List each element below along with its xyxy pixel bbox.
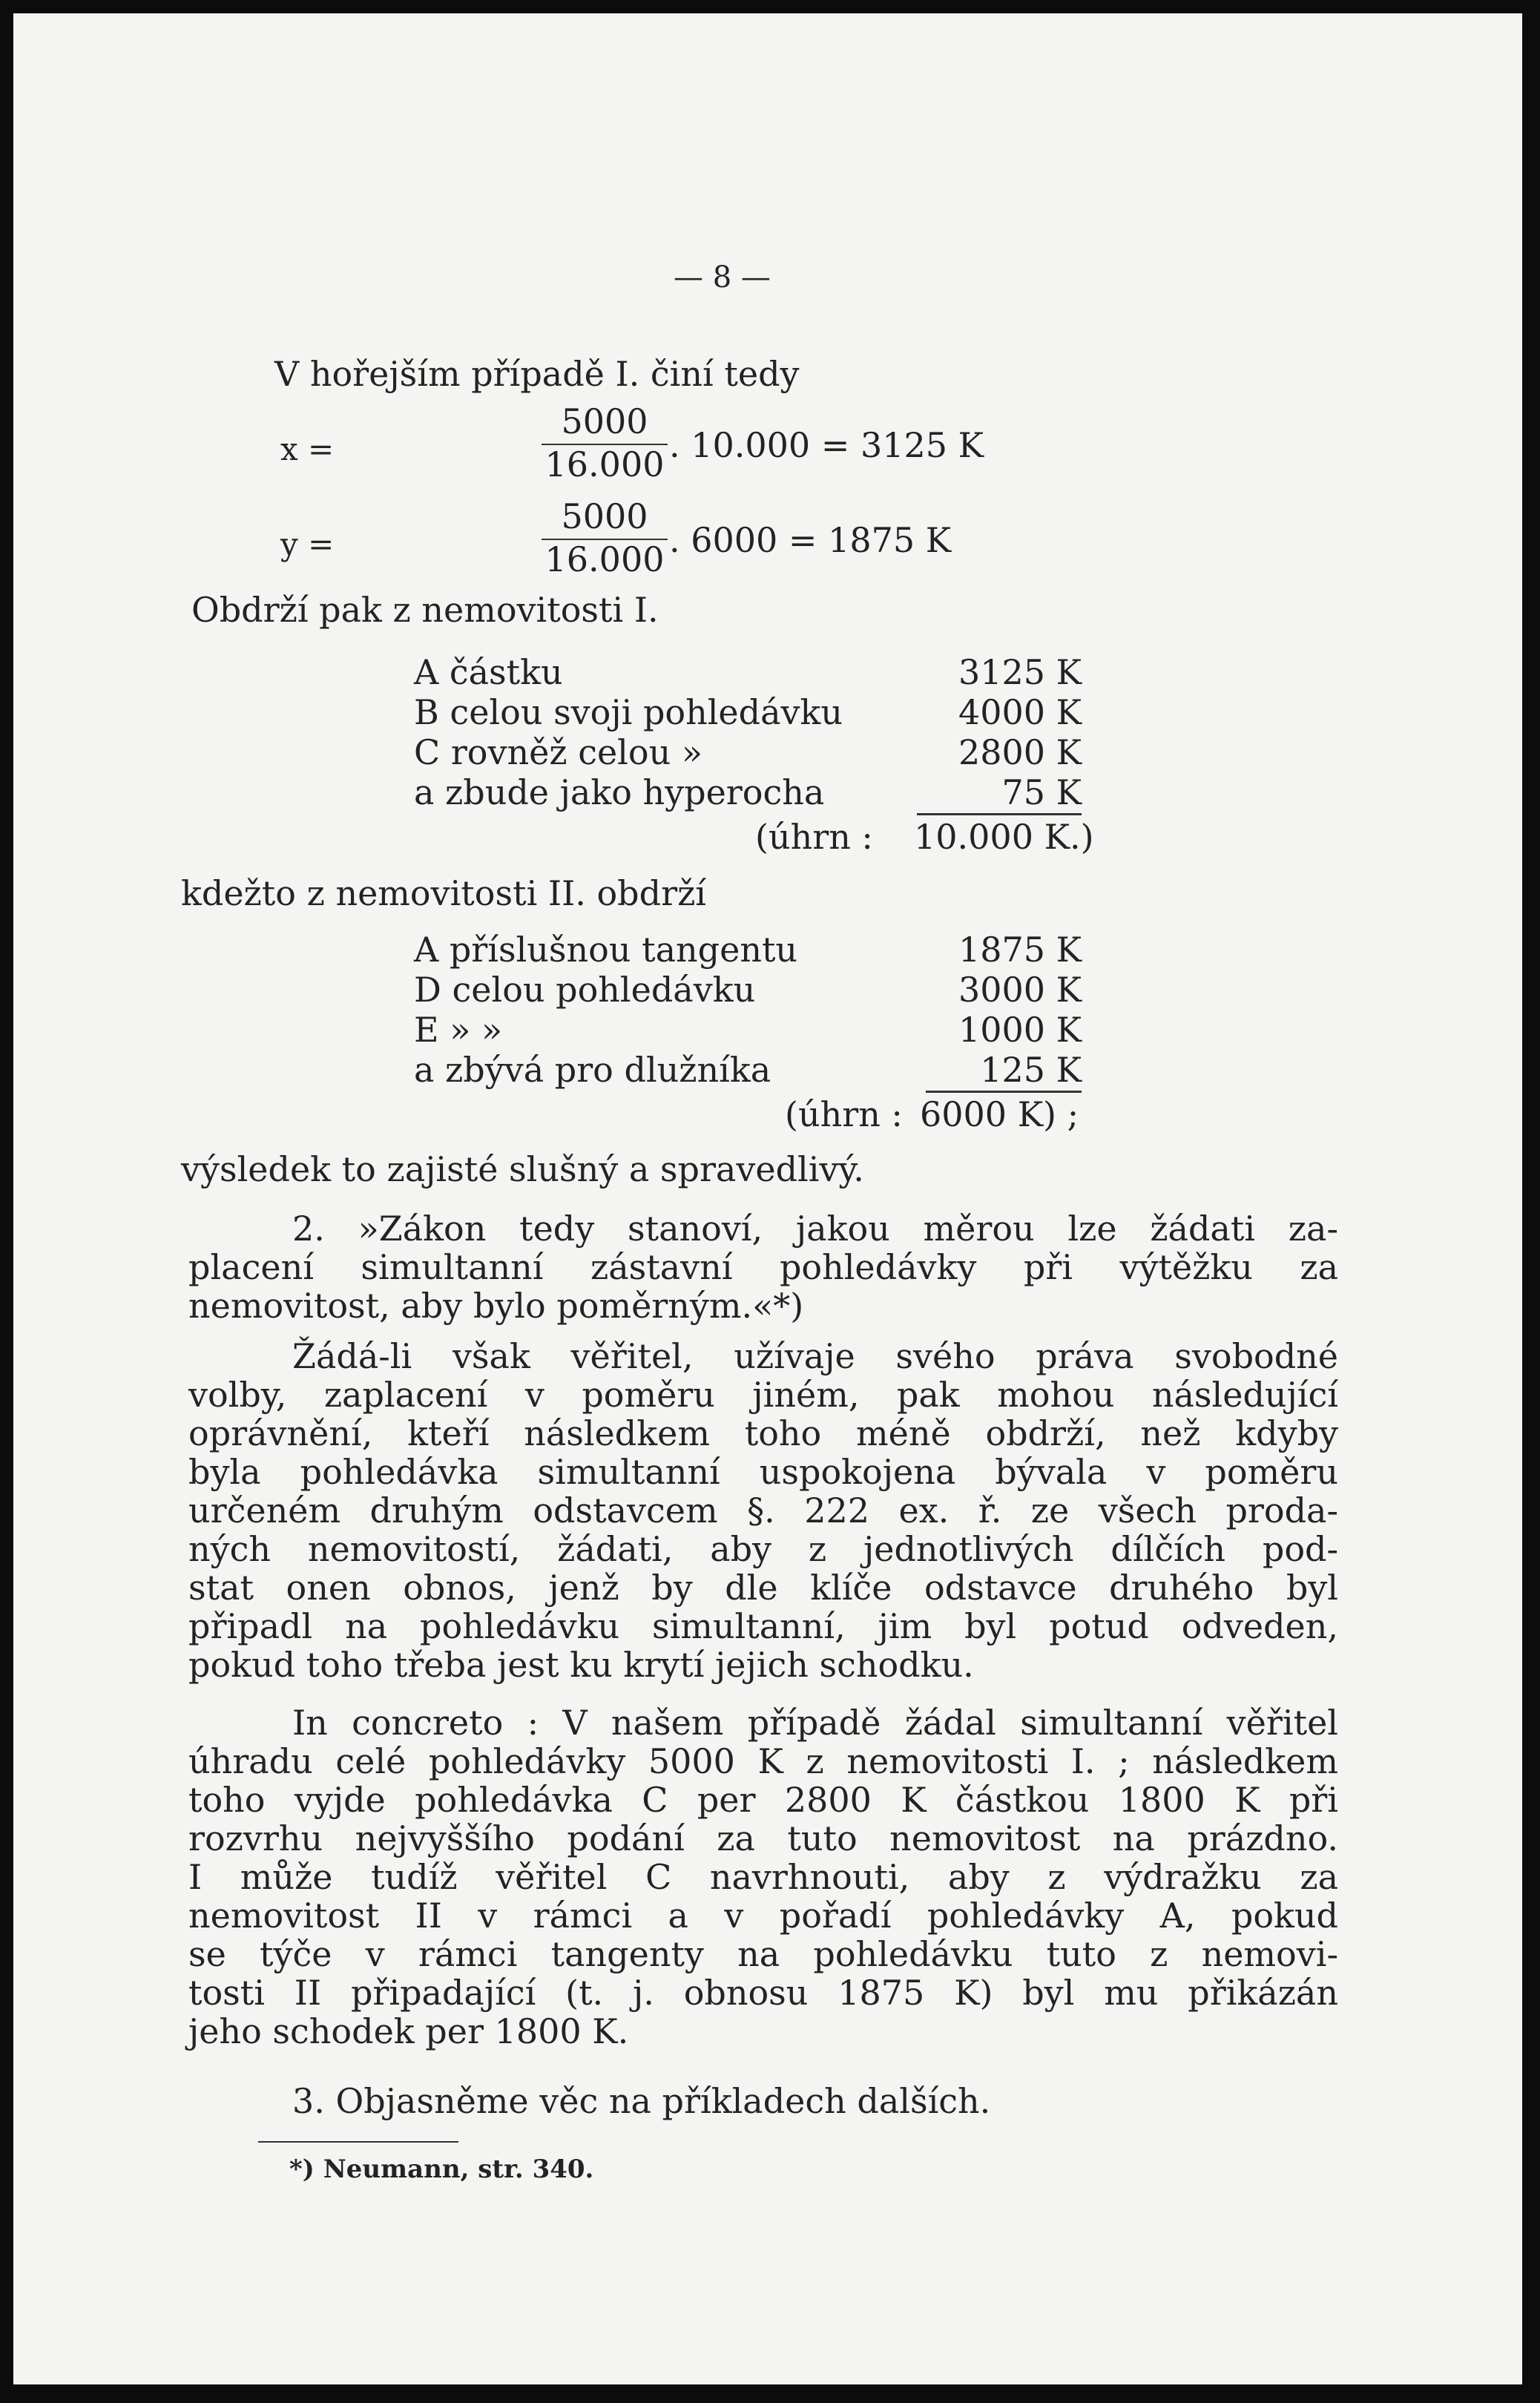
- footnote-separator: [258, 2141, 458, 2143]
- table2-label: A příslušnou tangentu: [414, 930, 798, 970]
- kdezto-line: kdežto z nemovitosti II. obdrží: [181, 873, 707, 913]
- page-number: — 8 —: [674, 260, 771, 295]
- line-text: ných nemovitostí, žádati, aby z jednotlivých dílčích pod-: [188, 1529, 1338, 1569]
- paragraph-3: [188, 1337, 1338, 1684]
- eq-y-var: y =: [280, 526, 335, 562]
- table1-label: C rovněž celou »: [414, 732, 702, 772]
- paragraph-line: [188, 1935, 1338, 1973]
- line-text: tosti II připadající (t. j. obnosu 1875 K) byl mu přikázán: [188, 1973, 1338, 2013]
- paragraph-line: [188, 1896, 1338, 1935]
- table2-sum-rule: [926, 1091, 1082, 1093]
- table2-label: a zbývá pro dlužníka: [414, 1050, 771, 1090]
- line-text: toho vyjde pohledávka C per 2800 K částkou 1800 K při: [188, 1780, 1338, 1820]
- book-page: [13, 13, 1522, 2384]
- paragraph-line: [188, 1568, 1338, 1607]
- line-text: I může tudíž věřitel C navrhnouti, aby z výdražku za: [188, 1857, 1338, 1897]
- obdrzi-line: Obdrží pak z nemovitosti I.: [191, 590, 659, 630]
- eq-x-var: x =: [280, 431, 335, 467]
- paragraph-line: [292, 1337, 1338, 1375]
- paragraph-line: [188, 1491, 1338, 1530]
- paragraph-line: [292, 1209, 1338, 1248]
- paragraph-line: [188, 1248, 1338, 1286]
- paragraph-line: [188, 1973, 1338, 2012]
- table1-value: 75 K: [1001, 772, 1082, 812]
- paragraph-5: 3. Objasněme věc na příkladech dalších.: [292, 2081, 991, 2121]
- eq-x-result: . 10.000 = 3125 K: [669, 425, 984, 465]
- line-text: jeho schodek per 1800 K.: [188, 2011, 629, 2051]
- table1-label: A částku: [414, 652, 563, 692]
- paragraph-line: [292, 1703, 1338, 1742]
- eq-y-denominator: 16.000: [544, 539, 665, 579]
- line-text: rozvrhu nejvyššího podání za tuto nemovitost na prázdno.: [188, 1818, 1338, 1858]
- paragraph-line: [188, 1414, 1338, 1453]
- line-text: pokud toho třeba jest ku krytí jejich schodku.: [188, 1645, 974, 1685]
- line-text: placení simultanní zástavní pohledávky při výtěžku za: [188, 1247, 1338, 1287]
- eq-y-result: . 6000 = 1875 K: [669, 520, 952, 560]
- table1-total-label: (úhrn :: [755, 817, 873, 857]
- paragraph-line: [188, 2012, 1338, 2051]
- table2-value: 1000 K: [958, 1010, 1082, 1050]
- table1-total-value: 10.000 K.): [914, 817, 1094, 857]
- paragraph-line: [188, 1607, 1338, 1646]
- paragraph-line: [188, 1375, 1338, 1414]
- table2-label: D celou pohledávku: [414, 970, 756, 1010]
- table2-total-label: (úhrn :: [785, 1094, 903, 1134]
- eq-x-numerator: 5000: [561, 401, 648, 441]
- eq-x-denominator: 16.000: [544, 444, 665, 484]
- paragraph-line: [188, 1858, 1338, 1896]
- paragraph-line: [188, 1742, 1338, 1781]
- paragraph-line: [188, 1781, 1338, 1819]
- line-text: 2. »Zákon tedy stanoví, jakou měrou lze žádati za-: [292, 1209, 1338, 1249]
- line-text: připadl na pohledávku simultanní, jim byl potud odveden,: [188, 1606, 1338, 1646]
- paragraph-line: [188, 1646, 1338, 1684]
- table1-label: a zbude jako hyperocha: [414, 772, 825, 812]
- table2-total-value: 6000 K) ;: [920, 1094, 1079, 1134]
- paragraph-line: [188, 1286, 1338, 1325]
- line-text: In concreto : V našem případě žádal simultanní věřitel: [292, 1703, 1338, 1743]
- table1-value: 3125 K: [958, 652, 1082, 692]
- line-text: nemovitost, aby bylo poměrným.«*): [188, 1286, 804, 1326]
- line-text: stat onen obnos, jenž by dle klíče odstavce druhého byl: [188, 1568, 1338, 1608]
- table1-value: 2800 K: [958, 732, 1082, 772]
- eq-y-numerator: 5000: [561, 496, 648, 536]
- table1-sum-rule: [917, 813, 1082, 815]
- line-text: určeném druhým odstavcem §. 222 ex. ř. ze všech proda-: [188, 1490, 1338, 1531]
- table2-value: 1875 K: [958, 930, 1082, 970]
- vysledek-line: výsledek to zajisté slušný a spravedlivý.: [181, 1149, 864, 1189]
- line-text: nemovitost II v rámci a v pořadí pohledávky A, pokud: [188, 1896, 1338, 1936]
- paragraph-2: [188, 1209, 1338, 1325]
- table1-value: 4000 K: [958, 692, 1082, 732]
- line-text: úhradu celé pohledávky 5000 K z nemovitosti I. ; následkem: [188, 1741, 1338, 1781]
- line-text: se týče v rámci tangenty na pohledávku tuto z nemovi-: [188, 1934, 1338, 1974]
- line-text: volby, zaplacení v poměru jiném, pak mohou následující: [188, 1375, 1338, 1415]
- table2-label: E » »: [414, 1010, 503, 1050]
- table1-label: B celou svoji pohledávku: [414, 692, 843, 732]
- line-text: oprávnění, kteří následkem toho méně obdrží, než kdyby: [188, 1413, 1338, 1453]
- paragraph-4: [188, 1703, 1338, 2051]
- paragraph-line: [188, 1530, 1338, 1568]
- line-text: Žádá-li však věřitel, užívaje svého práva svobodné: [292, 1336, 1338, 1376]
- paragraph-line: [188, 1453, 1338, 1491]
- line-text: byla pohledávka simultanní uspokojena bývala v poměru: [188, 1452, 1338, 1492]
- paragraph-line: [188, 1819, 1338, 1858]
- footnote: *) Neumann, str. 340.: [289, 2154, 594, 2184]
- table2-value: 125 K: [980, 1050, 1082, 1090]
- intro-line: V hořejším případě I. činí tedy: [274, 354, 800, 394]
- table2-value: 3000 K: [958, 970, 1082, 1010]
